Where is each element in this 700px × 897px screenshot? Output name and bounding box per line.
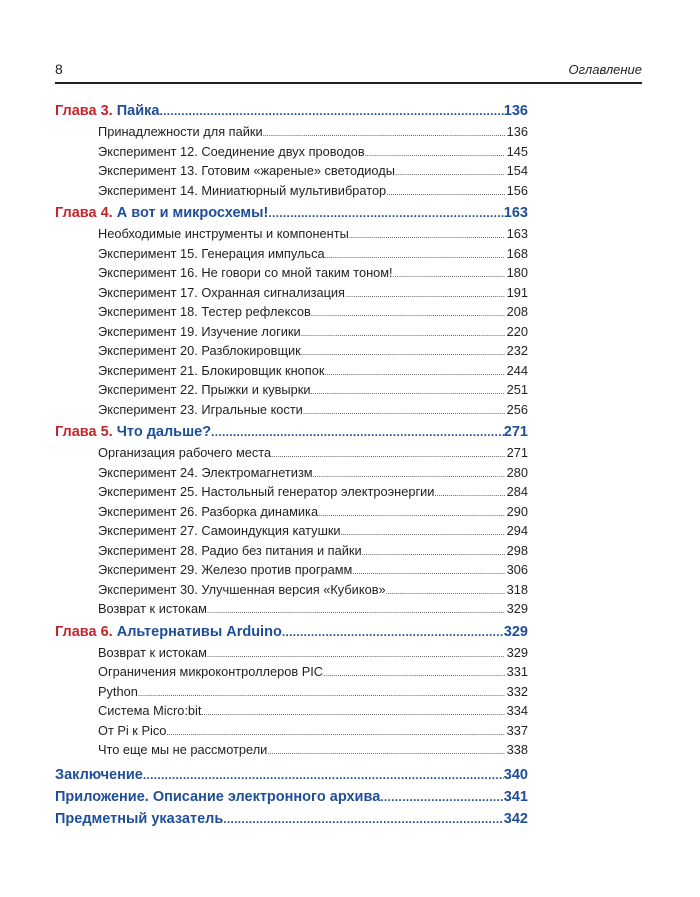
chapter-number: Глава 6. — [55, 623, 113, 640]
toc-item[interactable] — [55, 322, 528, 342]
toc-item[interactable] — [55, 740, 528, 760]
toc-item[interactable] — [55, 361, 528, 381]
chapter-title: Альтернативы Arduino — [116, 623, 282, 640]
item-page: 256 — [506, 401, 528, 417]
dot-leader — [282, 622, 504, 643]
dot-leader — [393, 265, 505, 285]
chapter-title: А вот и микросхемы! — [116, 205, 269, 221]
dot-leader — [386, 183, 504, 203]
toc-conclusion[interactable] — [55, 765, 528, 786]
item-title: Что еще мы не рассмотрели — [98, 742, 268, 757]
dot-leader — [311, 304, 505, 324]
toc-item[interactable] — [55, 380, 528, 400]
item-page: 331 — [506, 664, 528, 679]
item-page: 156 — [506, 182, 528, 198]
toc-chapter-5[interactable] — [55, 422, 528, 443]
toc-item[interactable] — [55, 599, 528, 619]
dot-leader — [386, 582, 505, 602]
toc-item[interactable] — [55, 662, 528, 682]
dot-leader — [207, 601, 505, 621]
item-page: 271 — [506, 445, 528, 460]
item-page: 329 — [506, 601, 528, 616]
item-page: 136 — [506, 124, 528, 139]
item-page: 318 — [506, 581, 528, 597]
toc-item[interactable] — [55, 721, 528, 741]
item-page: 163 — [506, 226, 528, 241]
chapter-page: 341 — [503, 788, 528, 805]
dot-leader — [268, 203, 503, 224]
dot-leader — [223, 809, 504, 830]
chapter-number: Глава 5. — [55, 424, 113, 440]
page-number: 8 — [55, 61, 63, 77]
dot-leader — [434, 484, 504, 504]
chapter-page: 342 — [503, 810, 528, 827]
chapter-page: 271 — [503, 424, 528, 440]
toc-item[interactable] — [55, 482, 528, 502]
toc-item[interactable] — [55, 521, 528, 541]
item-title: Принадлежности для пайки — [98, 124, 263, 139]
item-title: Организация рабочего места — [98, 445, 272, 460]
item-title: Эксперимент 27. Самоиндукция катушки — [98, 523, 341, 538]
item-title: Эксперимент 17. Охранная сигнализация — [98, 284, 345, 300]
dot-leader — [323, 664, 505, 684]
item-page: 280 — [506, 464, 528, 480]
toc-item[interactable] — [55, 302, 528, 322]
chapter-page: 329 — [503, 623, 528, 640]
section-title: Оглавление — [568, 62, 642, 77]
item-page: 306 — [506, 562, 528, 577]
toc-item[interactable] — [55, 224, 528, 244]
dot-leader — [318, 504, 505, 524]
item-title: Python — [98, 683, 138, 699]
chapter-number: Глава 4. — [55, 205, 113, 221]
chapter-title: Предметный указатель — [55, 810, 224, 827]
item-title: Необходимые инструменты и компоненты — [98, 226, 349, 241]
dot-leader — [159, 101, 503, 122]
item-page: 338 — [506, 742, 528, 757]
toc-appendix[interactable] — [55, 787, 528, 808]
toc-item[interactable] — [55, 443, 528, 463]
item-page: 191 — [506, 284, 528, 300]
dot-leader — [211, 422, 504, 443]
toc-item[interactable] — [55, 142, 528, 162]
chapter-title: Пайка — [116, 103, 160, 119]
chapter-title: Заключение — [55, 766, 143, 783]
table-of-contents — [55, 101, 528, 830]
toc-item[interactable] — [55, 400, 528, 420]
item-page: 298 — [506, 542, 528, 558]
item-page: 232 — [506, 343, 528, 358]
dot-leader — [362, 543, 505, 563]
header-rule — [55, 82, 642, 84]
toc-item[interactable] — [55, 643, 528, 663]
toc-item[interactable] — [55, 502, 528, 522]
item-page: 334 — [506, 703, 528, 718]
item-title: Эксперимент 26. Разборка динамика — [98, 503, 319, 519]
dot-leader — [143, 765, 504, 786]
item-title: Эксперимент 21. Блокировщик кнопок — [98, 362, 325, 378]
item-title: Эксперимент 30. Улучшенная версия «Кубиков» — [98, 581, 386, 597]
item-page: 220 — [506, 323, 528, 339]
dot-leader — [395, 163, 505, 183]
toc-item[interactable] — [55, 463, 528, 483]
item-page: 208 — [506, 304, 528, 319]
item-page: 251 — [506, 382, 528, 397]
toc-item[interactable] — [55, 580, 528, 600]
toc-item[interactable] — [55, 244, 528, 264]
dot-leader — [303, 402, 505, 422]
item-title: Эксперимент 29. Железо против программ — [98, 562, 353, 577]
toc-item[interactable] — [55, 263, 528, 283]
item-title: Эксперимент 15. Генерация импульса — [98, 245, 325, 261]
item-page: 329 — [506, 644, 528, 660]
chapter-number: Глава 3. — [55, 103, 113, 119]
item-page: 154 — [506, 163, 528, 178]
dot-leader — [310, 382, 504, 402]
item-title: От Pi к Pico — [98, 722, 167, 738]
toc-chapter-3[interactable] — [55, 101, 528, 122]
item-page: 168 — [506, 245, 528, 261]
item-title: Эксперимент 20. Разблокировщик — [98, 343, 301, 358]
item-title: Эксперимент 14. Миниатюрный мультивибратор — [98, 182, 387, 198]
item-title: Эксперимент 13. Готовим «жареные» светодиоды — [98, 163, 395, 178]
toc-item[interactable] — [55, 122, 528, 142]
item-title: Эксперимент 28. Радио без питания и пайки — [98, 542, 362, 558]
item-page: 332 — [506, 683, 528, 699]
dot-leader — [349, 226, 505, 246]
item-page: 290 — [506, 503, 528, 519]
toc-item[interactable] — [55, 560, 528, 580]
chapter-title: Что дальше? — [116, 424, 212, 440]
toc-item[interactable] — [55, 181, 528, 201]
dot-leader — [267, 742, 504, 762]
chapter-page: 340 — [503, 766, 528, 783]
item-title: Эксперимент 23. Игральные кости — [98, 401, 303, 417]
toc-item[interactable] — [55, 283, 528, 303]
dot-leader — [341, 523, 505, 543]
chapter-page: 136 — [503, 103, 528, 119]
toc-item[interactable] — [55, 161, 528, 181]
toc-item[interactable] — [55, 701, 528, 721]
item-page: 244 — [506, 362, 528, 378]
item-title: Возврат к истокам — [98, 644, 207, 660]
dot-leader — [380, 787, 504, 808]
item-title: Эксперимент 12. Соединение двух проводов — [98, 143, 365, 159]
dot-leader — [301, 343, 505, 363]
item-title: Эксперимент 19. Изучение логики — [98, 323, 301, 339]
item-title: Эксперимент 18. Тестер рефлексов — [98, 304, 311, 319]
chapter-page: 163 — [503, 205, 528, 221]
item-title: Ограничения микроконтроллеров PIC — [98, 664, 324, 679]
toc-chapter-6[interactable] — [55, 622, 528, 643]
item-title: Эксперимент 25. Настольный генератор электроэнергии — [98, 484, 435, 499]
toc-item[interactable] — [55, 682, 528, 702]
item-title: Система Micro:bit — [98, 703, 202, 718]
item-title: Возврат к истокам — [98, 601, 207, 616]
item-title: Эксперимент 16. Не говори со мной таким тоном! — [98, 265, 393, 280]
item-page: 294 — [506, 523, 528, 538]
toc-item[interactable] — [55, 341, 528, 361]
dot-leader — [324, 363, 504, 383]
item-title: Эксперимент 22. Прыжки и кувырки — [98, 382, 311, 397]
item-page: 145 — [506, 143, 528, 159]
dot-leader — [345, 285, 505, 305]
item-page: 284 — [506, 484, 528, 499]
toc-index[interactable] — [55, 809, 528, 830]
toc-item[interactable] — [55, 541, 528, 561]
toc-chapter-4[interactable] — [55, 203, 528, 224]
dot-leader — [301, 324, 505, 344]
running-header — [55, 58, 642, 82]
item-page: 180 — [506, 265, 528, 280]
dot-leader — [201, 703, 504, 723]
item-page: 337 — [506, 722, 528, 738]
item-title: Эксперимент 24. Электромагнетизм — [98, 464, 313, 480]
chapter-title: Приложение. Описание электронного архива — [55, 788, 381, 805]
